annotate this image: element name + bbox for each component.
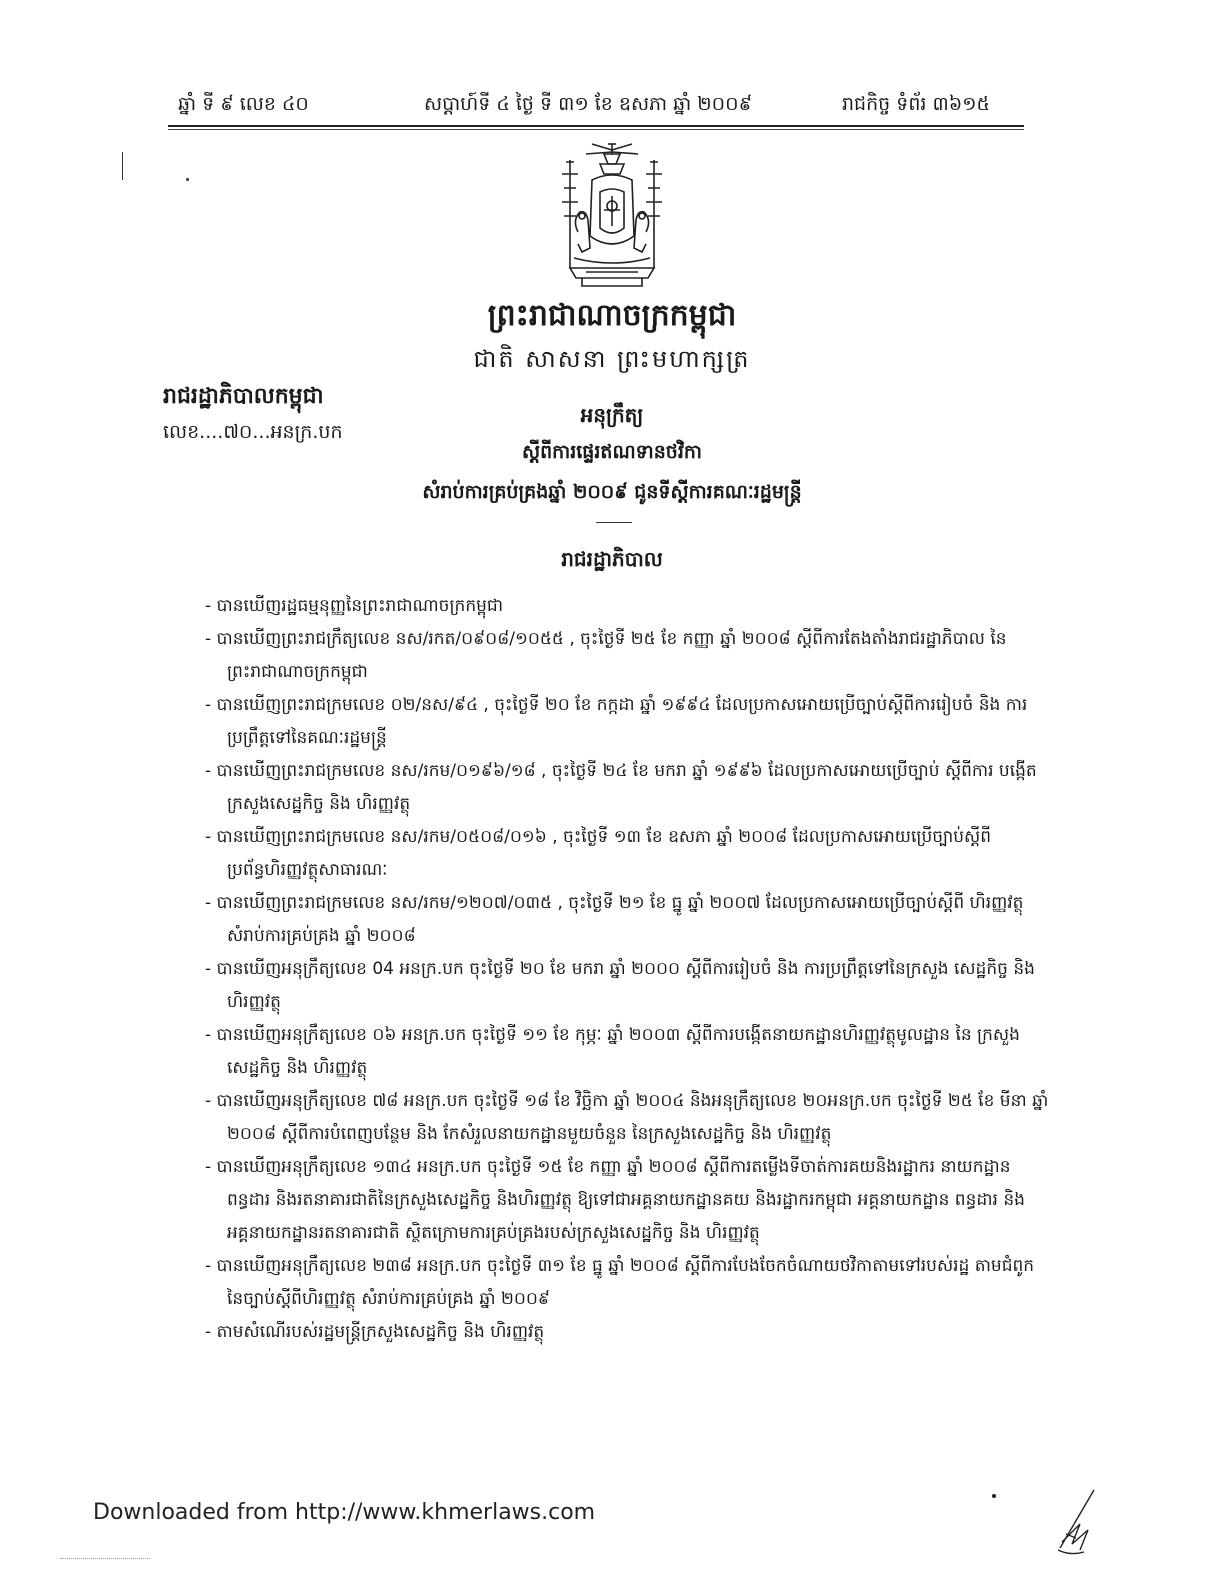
legal-basis-clause: - បានឃើញអនុក្រឹត្យលេខ ០៦ អនក្រ.បក ចុះថ្ងៃទី ១១ ខែ កុម្ភៈ ឆ្នាំ ២០០៣ ស្តីពីការបង្កើតនាយកដ្ឋានហិរញ្ញវត្ថុមូលដ្ឋាន នៃ ក្រសួងសេដ្ឋកិច្ច និង ហិរញ្ញវត្ថុ [205,1025,1020,1078]
header-rule [168,125,1024,127]
legal-basis-clause: - បានឃើញព្រះរាជក្រមលេខ ០២/នស/៩៤ , ចុះថ្ងៃទី ២០ ខែ កក្កដា ឆ្នាំ ១៩៩៤ ដែលប្រកាសអោយប្រើច្បាប់ស្តីពីការរៀបចំ និង ការប្រព្រឹត្តទៅនៃគណៈរដ្ឋមន្ត្រី [205,695,1028,748]
scan-speck [186,178,189,181]
gazette-date: សប្តាហ៍ទី ៤ ថ្ងៃ ទី ៣១ ខែ ឧសភា ឆ្នាំ ២០០៩ [424,93,753,115]
download-source-footer: Downloaded from http://www.khmerlaws.com [93,1500,596,1525]
scan-margin-mark [122,152,123,180]
scan-noise [60,1558,150,1559]
legal-basis-clause: - បានឃើញព្រះរាជក្រមលេខ នស/រកម/១២០៧/០៣៥ , ចុះថ្ងៃទី ២១ ខែ ធ្នូ ឆ្នាំ ២០០៧ ដែលប្រកាសអោយប្រើច្បាប់ស្តីពី ហិរញ្ញវត្ថុ សំរាប់ការគ្រប់គ្រង ឆ្នាំ ២០០៨ [205,893,1024,946]
legal-basis-clause: - បានឃើញអនុក្រឹត្យលេខ 04 អនក្រ.បក ចុះថ្ងៃទី ២០ ខែ មករា ឆ្នាំ ២០០០ ស្តីពីការរៀបចំ និង ការប្រព្រឹត្តទៅនៃក្រសួង សេដ្ឋកិច្ច និង ហិរញ្ញវត្ថុ [205,959,1035,1012]
gazette-page-number: រាជកិច្ច ទំព័រ ៣៦១៥ [842,93,990,115]
royal-coat-of-arms-icon [552,140,672,292]
gazette-issue-number: ឆ្នាំ ទី ៩ លេខ ៤០ [178,93,309,115]
decree-number: លេខ....៧០...អនក្រ.បក [163,421,343,443]
legal-basis-clause: - បានឃើញព្រះរាជក្រមលេខ នស/រកម/០៥០៨/០១៦ , ចុះថ្ងៃទី ១៣ ខែ ឧសភា ឆ្នាំ ២០០៨ ដែលប្រកាសអោយប្រើច្បាប់ស្តីពី ប្រព័ន្ធហិរញ្ញវត្ថុសាធារណៈ [205,827,992,880]
legal-basis-clause: - បានឃើញព្រះរាជក្រមលេខ នស/រកម/០១៩៦/១៨ , ចុះថ្ងៃទី ២៤ ខែ មករា ឆ្នាំ ១៩៩៦ ដែលប្រកាសអោយប្រើច្បាប់ ស្តីពីការ បង្កើតក្រសួងសេដ្ឋកិច្ច និង ហិរញ្ញវត្ថុ [205,761,1037,814]
decree-subject-line-1: ស្តីពីការផ្ទេរឥណទានថវិកា [522,441,702,463]
issuing-authority: រាជរដ្ឋាភិបាល [561,547,663,571]
scan-speck [992,1494,996,1498]
legal-basis-list [205,590,1050,1349]
legal-basis-clause: - បានឃើញអនុក្រឹត្យលេខ ១៣៤ អនក្រ.បក ចុះថ្ងៃទី ១៥ ខែ កញ្ញា ឆ្នាំ ២០០៨ ស្តីពីការតម្លើងទីចាត់ការគយនិងរដ្ឋាករ នាយកដ្ឋានពន្ធដារ និងរតនាគារជាតិនៃក្រសួងសេដ្ឋកិច្ច និងហិរញ្ញវត្ថុ ឱ្យទៅជាអគ្គនាយកដ្ឋានគយ និងរដ្ឋាករកម្ពុជា អគ្គនាយកដ្ឋាន ពន្ធដារ និង អគ្គនាយកដ្ឋានរតនាគារជាតិ ស្ថិតក្រោមការគ្រប់គ្រងរបស់ក្រសួងសេដ្ឋកិច្ច និង ហិរញ្ញវត្ថុ [205,1157,1025,1243]
legal-basis-clause: - តាមសំណើរបស់រដ្ឋមន្ត្រីក្រសួងសេដ្ឋកិច្ច និង ហិរញ្ញវត្ថុ [205,1322,545,1342]
legal-basis-clause: - បានឃើញរដ្ឋធម្មនុញ្ញនៃព្រះរាជាណាចក្រកម្ពុជា [205,596,504,616]
heading-separator [596,522,632,523]
legal-basis-clause: - បានឃើញព្រះរាជក្រឹត្យលេខ នស/រកត/០៩០៨/១០៥៥ , ចុះថ្ងៃទី ២៥ ខែ កញ្ញា ឆ្នាំ ២០០៨ ស្តីពីការតែងតាំងរាជរដ្ឋាភិបាល នៃព្រះរាជាណាចក្រកម្ពុជា [205,629,1007,682]
decree-subject-line-2: សំរាប់ការគ្រប់គ្រងឆ្នាំ ២០០៩ ជូនទីស្តីការគណៈរដ្ឋមន្ត្រី [422,481,802,503]
legal-basis-clause: - បានឃើញអនុក្រឹត្យលេខ ២៣៨ អនក្រ.បក ចុះថ្ងៃទី ៣១ ខែ ធ្នូ ឆ្នាំ ២០០៨ ស្តីពីការបែងចែកចំណាយថវិកាតាមទៅរបស់រដ្ឋ តាមជំពូក នៃច្បាប់ស្តីពីហិរញ្ញវត្ថុ សំរាប់ការគ្រប់គ្រង ឆ្នាំ ២០០៩ [205,1256,1035,1309]
header-rule-thin [168,129,1024,130]
kingdom-title: ព្រះរាជាណាចក្រកម្ពុជា [487,298,737,333]
government-name: រាជរដ្ឋាភិបាលកម្ពុជា [163,384,324,409]
document-type: អនុក្រឹត្យ [580,403,644,427]
national-motto: ជាតិ សាសនា ព្រះមហាក្សត្រ [473,345,751,373]
legal-basis-clause: - បានឃើញអនុក្រឹត្យលេខ ៧៨ អនក្រ.បក ចុះថ្ងៃទី ១៨ ខែ វិច្ឆិកា ឆ្នាំ ២០០៤ និងអនុក្រឹត្យលេខ ២០អនក្រ.បក ចុះថ្ងៃទី ២៥ ខែ មីនា ឆ្នាំ ២០០៨ ស្តីពីការបំពេញបន្ថែម និង កែសំរួលនាយកដ្ឋានមួយចំនួន នៃក្រសួងសេដ្ឋកិច្ច និង ហិរញ្ញវត្ថុ [205,1091,1049,1144]
initials-signature [1050,1486,1100,1558]
